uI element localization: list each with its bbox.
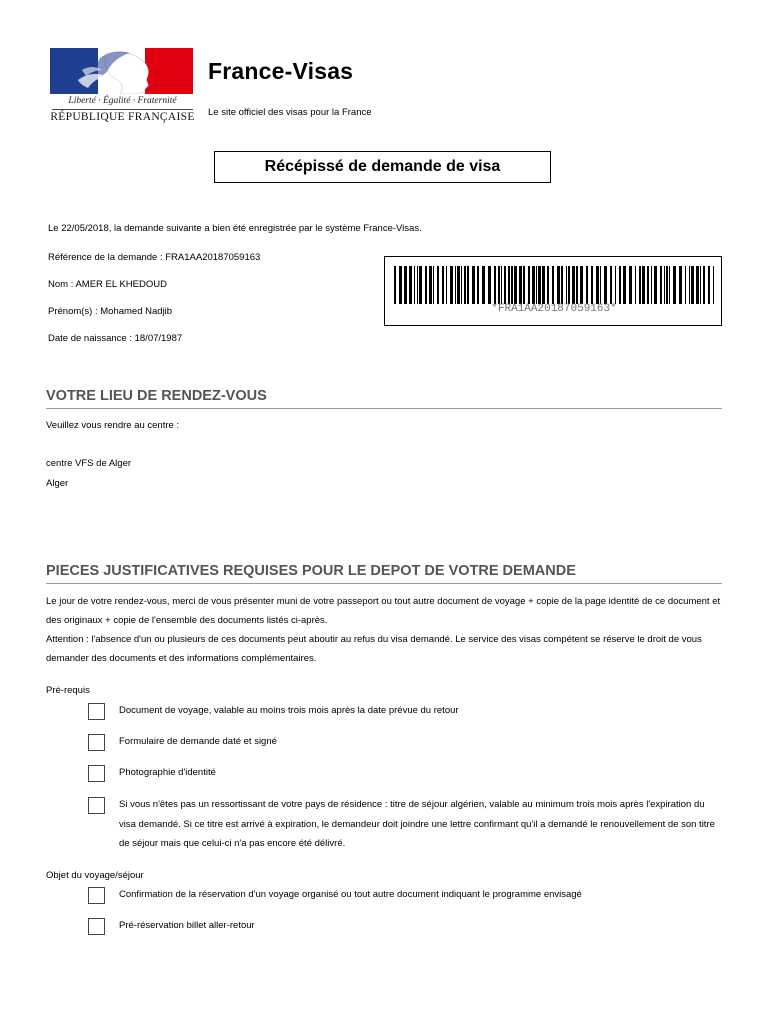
prenom-field: Prénom(s) : Mohamed Nadjib	[48, 306, 173, 317]
barcode-bar	[586, 266, 588, 304]
barcode-bar	[696, 266, 699, 304]
barcode-bar	[566, 266, 567, 304]
barcode-bar	[429, 266, 432, 304]
barcode-bar	[542, 266, 545, 304]
barcode-bar	[488, 266, 491, 304]
barcode-bar	[561, 266, 563, 304]
section-pieces-title: PIECES JUSTIFICATIVES REQUISES POUR LE DEPOT DE VOTRE DEMANDE	[46, 563, 576, 579]
prerequis-item-4: Si vous n'êtes pas un ressortissant de votre pays de résidence : titre de séjour algérien, valable au minimum trois mois après l'expiration du visa demandé. Si ce titre est arrivé à expiration, le demandeur doit joindre une lettre confirmant qu'il a demandé le renouvellement de son titre de séjour mais que celui-ci n'a pas encore été délivré.	[119, 799, 715, 849]
checkbox-prerequis-1[interactable]	[88, 703, 105, 720]
barcode-bar	[455, 266, 456, 304]
barcode-bar	[691, 266, 694, 304]
barcode-bar	[673, 266, 676, 304]
barcode-bar	[514, 266, 517, 304]
reference-field: Référence de la demande : FRA1AA20187059163	[48, 252, 261, 263]
pieces-paragraph-1: Le jour de votre rendez-vous, merci de vous présenter muni de votre passeport ou tout autre document de voyage + copie de la page identité de ce document et des originaux + copie de l'ensemble des documents listés ci-après.	[46, 596, 721, 626]
barcode-bar	[713, 266, 714, 304]
barcode-bar	[414, 266, 415, 304]
barcode-bar	[442, 266, 444, 304]
barcode-bar	[708, 266, 710, 304]
barcode-bar	[557, 266, 560, 304]
barcode-bar	[446, 266, 447, 304]
logo-motto: Liberté · Égalité · Fraternité	[68, 96, 177, 106]
rendezvous-instruction: Veuillez vous rendre au centre :	[46, 420, 180, 431]
barcode-bar	[700, 266, 701, 304]
barcode-bar	[639, 266, 641, 304]
barcode-bar	[703, 266, 705, 304]
objet-label: Objet du voyage/séjour	[46, 870, 144, 881]
logo-republic-text: RÉPUBLIQUE FRANÇAISE	[50, 111, 195, 123]
barcode-bar	[528, 266, 530, 304]
barcode-bar	[689, 266, 690, 304]
barcode-bar	[664, 266, 665, 304]
barcode-bar	[417, 266, 418, 304]
barcode-bar	[576, 266, 578, 304]
barcode-bar	[472, 266, 475, 304]
section-rendezvous-title: VOTRE LIEU DE RENDEZ-VOUS	[46, 388, 267, 404]
barcode-bar	[450, 266, 453, 304]
objet-item-2: Pré-réservation billet aller-retour	[119, 920, 255, 931]
barcode-bar	[399, 266, 402, 304]
prerequis-label: Pré-requis	[46, 685, 90, 696]
barcode-bar	[519, 266, 522, 304]
barcode-bar	[635, 266, 636, 304]
prerequis-item-1: Document de voyage, valable au moins trois mois après la date prévue du retour	[119, 705, 459, 716]
barcode-bar	[666, 266, 668, 304]
barcode-bar	[498, 266, 500, 304]
barcode-bar	[619, 266, 621, 304]
barcode-bar	[433, 266, 434, 304]
barcode-bar	[600, 266, 601, 304]
barcode-bar	[642, 266, 645, 304]
barcode-bar	[552, 266, 554, 304]
barcode-bar	[425, 266, 427, 304]
document-title: Récépissé de demande de visa	[214, 151, 551, 183]
marianne-flag-icon	[50, 48, 193, 94]
barcode-bar	[654, 266, 657, 304]
checkbox-prerequis-4[interactable]	[88, 797, 105, 814]
prerequis-item-3: Photographie d'identité	[119, 767, 216, 778]
barcode-bar	[568, 266, 570, 304]
barcode-bar	[572, 266, 575, 304]
barcode-bar	[532, 266, 535, 304]
brand-title: France-Visas	[208, 58, 354, 84]
barcode-bar	[404, 266, 407, 304]
barcode-bars	[394, 266, 714, 304]
logo-divider	[52, 109, 193, 110]
checkbox-prerequis-3[interactable]	[88, 765, 105, 782]
barcode-bar	[482, 266, 485, 304]
barcode-bar	[596, 266, 599, 304]
rendezvous-ville: Alger	[46, 478, 69, 489]
barcode-text: *FRA1AA20187059163*	[491, 303, 617, 315]
barcode-bar	[477, 266, 479, 304]
republique-francaise-logo	[50, 48, 195, 128]
section-pieces-divider	[46, 583, 722, 584]
barcode-bar	[464, 266, 466, 304]
barcode-bar	[511, 266, 513, 304]
rendezvous-centre: centre VFS de Alger	[46, 458, 132, 469]
barcode-bar	[685, 266, 686, 304]
barcode-bar	[538, 266, 541, 304]
barcode-bar	[610, 266, 612, 304]
barcode-bar	[461, 266, 462, 304]
prerequis-item-2: Formulaire de demande daté et signé	[119, 736, 277, 747]
checkbox-objet-2[interactable]	[88, 918, 105, 935]
naissance-field: Date de naissance : 18/07/1987	[48, 333, 183, 344]
barcode-bar	[501, 266, 502, 304]
intro-text: Le 22/05/2018, la demande suivante a bien été enregistrée par le système France-Visas.	[48, 223, 422, 234]
nom-field: Nom : AMER EL KHEDOUD	[48, 279, 167, 290]
barcode	[384, 256, 722, 326]
objet-item-1: Confirmation de la réservation d'un voyage organisé ou tout autre document indiquant le programme envisagé	[119, 889, 582, 900]
barcode-bar	[647, 266, 649, 304]
barcode-bar	[580, 266, 583, 304]
barcode-bar	[494, 266, 496, 304]
barcode-bar	[467, 266, 469, 304]
barcode-bar	[437, 266, 439, 304]
barcode-bar	[394, 266, 396, 304]
barcode-bar	[508, 266, 510, 304]
barcode-bar	[504, 266, 506, 304]
brand-tagline: Le site officiel des visas pour la France	[208, 107, 372, 118]
section-rendezvous-divider	[46, 408, 722, 409]
barcode-bar	[547, 266, 549, 304]
barcode-bar	[591, 266, 593, 304]
checkbox-prerequis-2[interactable]	[88, 734, 105, 751]
barcode-bar	[409, 266, 412, 304]
barcode-bar	[679, 266, 682, 304]
barcode-bar	[651, 266, 652, 304]
barcode-bar	[669, 266, 670, 304]
barcode-bar	[629, 266, 632, 304]
barcode-bar	[457, 266, 460, 304]
barcode-bar	[660, 266, 662, 304]
barcode-bar	[536, 266, 537, 304]
barcode-bar	[615, 266, 616, 304]
barcode-bar	[419, 266, 422, 304]
barcode-bar	[604, 266, 607, 304]
pieces-paragraph-2: Attention : l'absence d'un ou plusieurs de ces documents peut aboutir au refus du visa demandé. Le service des visas compétent se réserve le droit de vous demander des documents et des informations complémentaires.	[46, 634, 702, 664]
checkbox-objet-1[interactable]	[88, 887, 105, 904]
barcode-bar	[623, 266, 626, 304]
barcode-bar	[523, 266, 525, 304]
